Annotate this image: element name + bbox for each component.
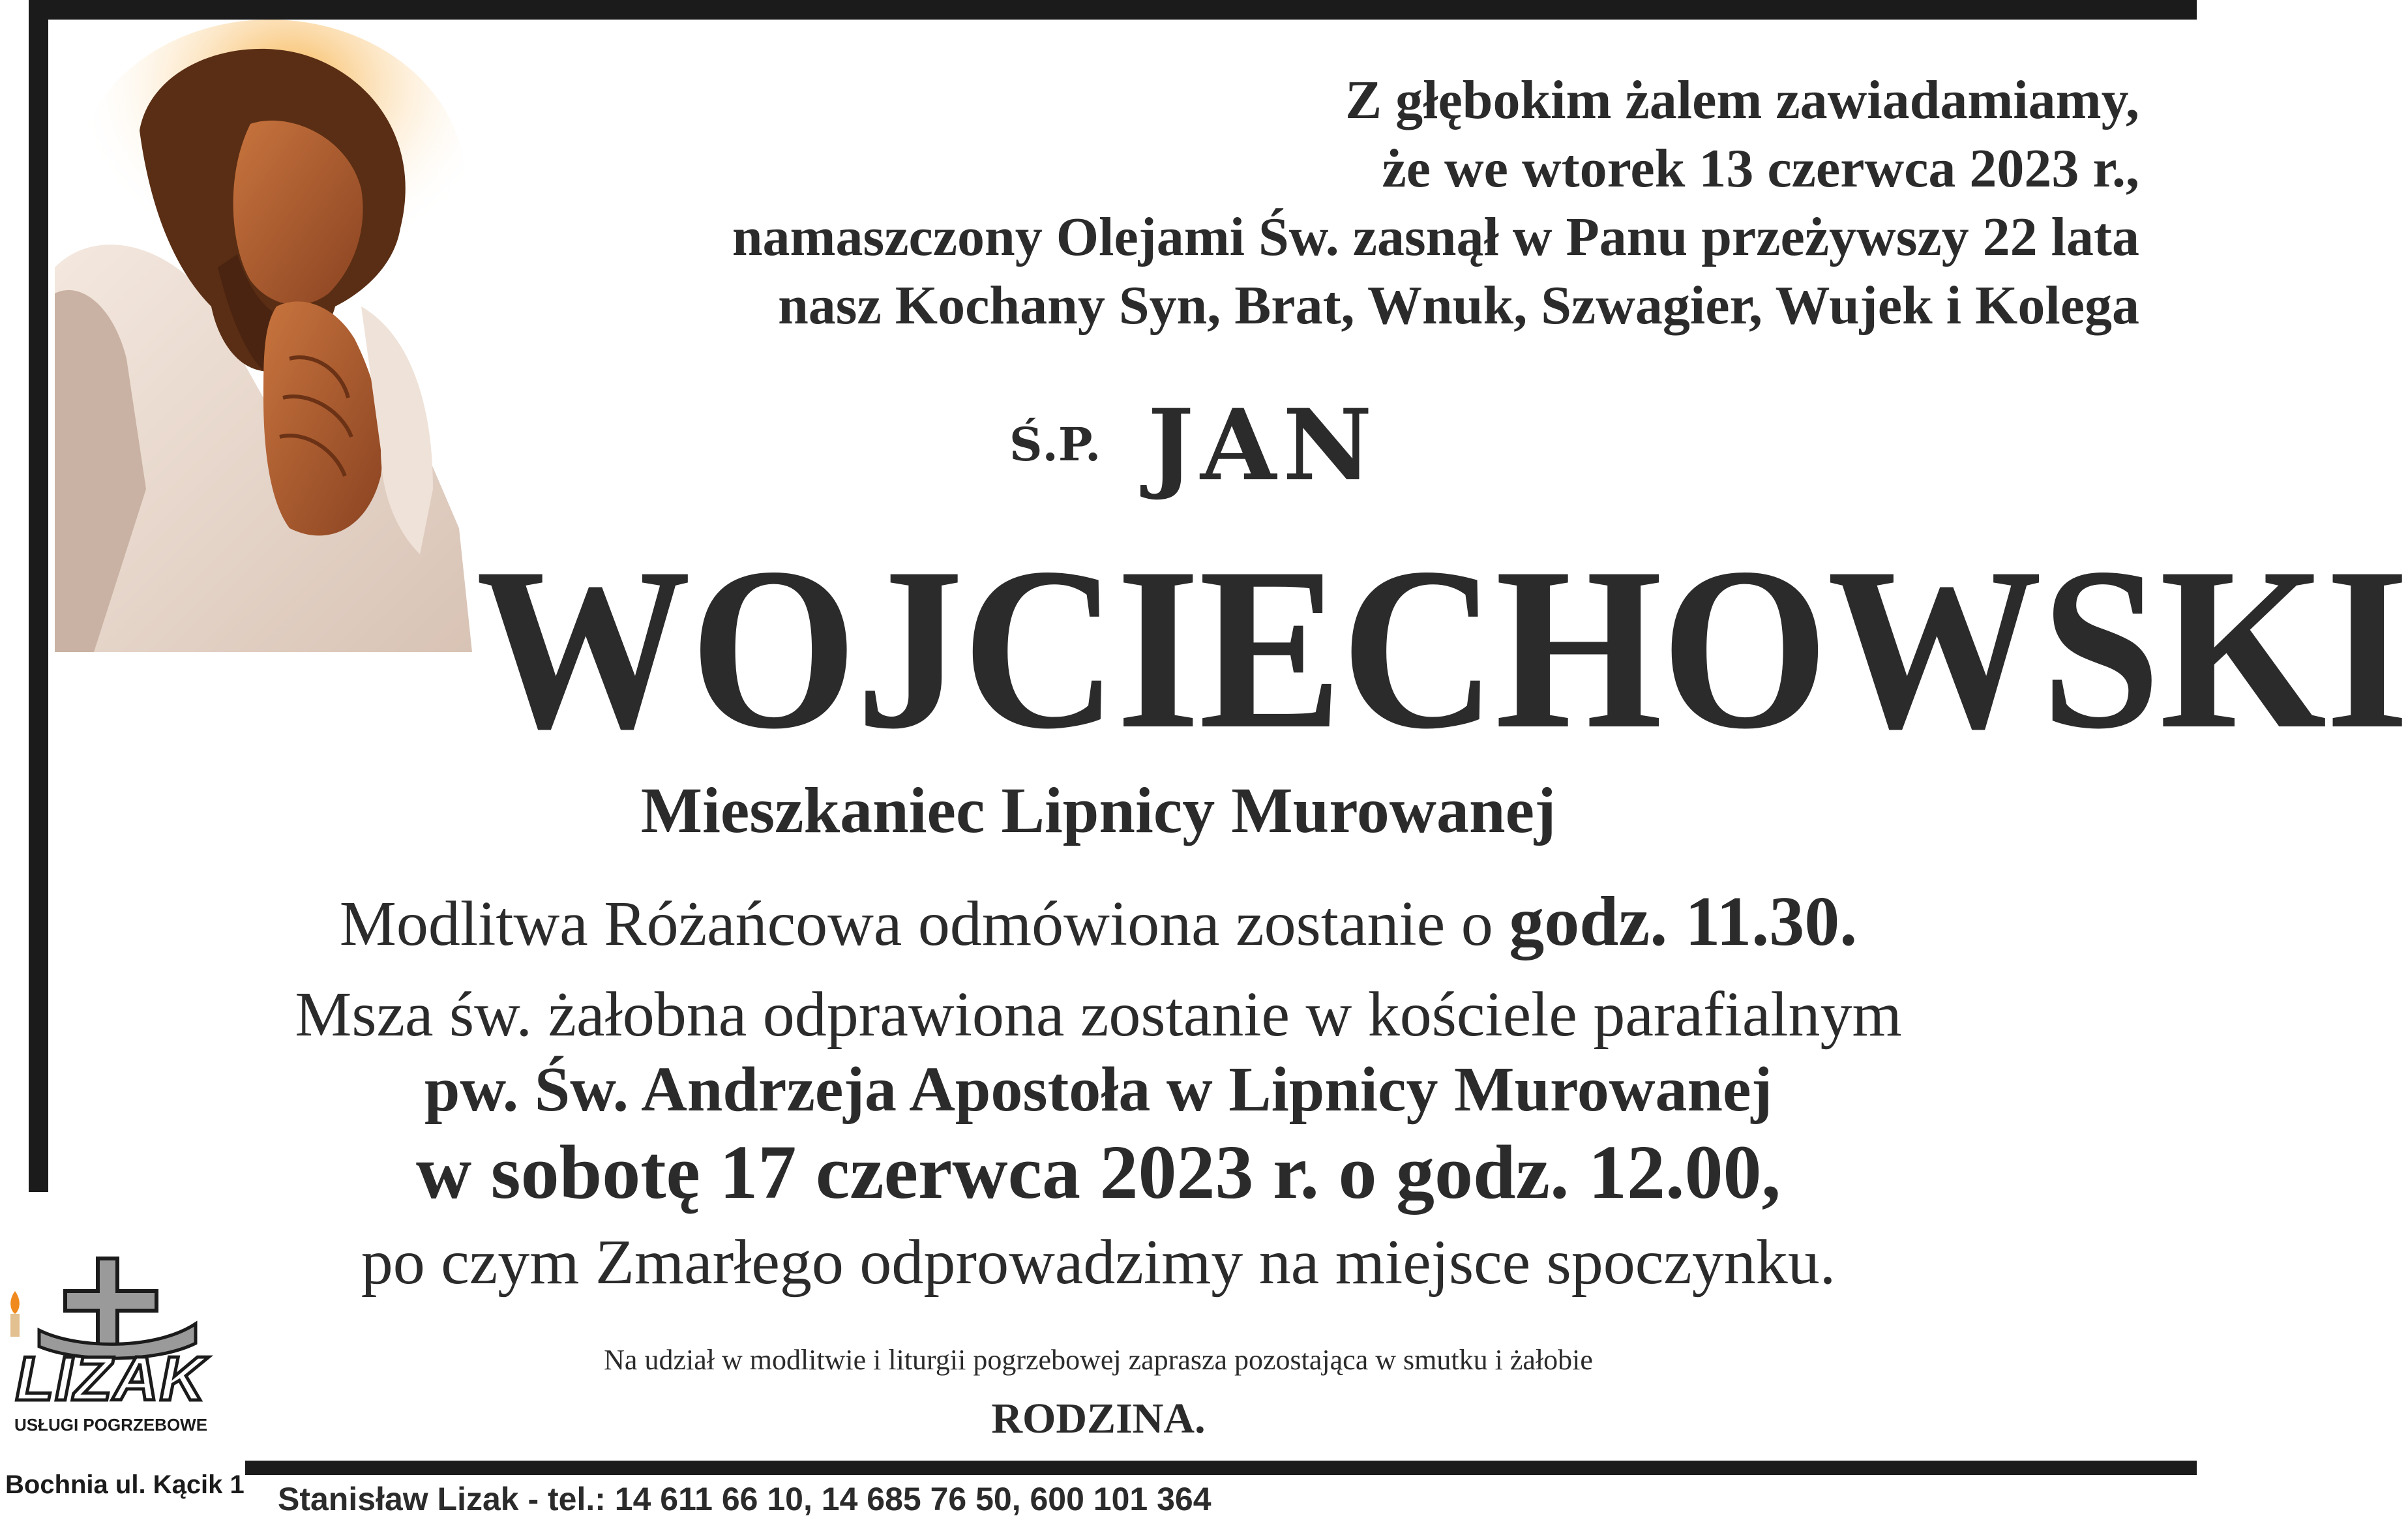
rosary-prayer-text: Modlitwa Różańcowa odmówiona zostanie o	[339, 889, 1509, 959]
logo-name: LIZAK	[15, 1344, 207, 1414]
first-name: JAN	[1148, 388, 1379, 503]
sp-prefix: Ś.P.	[1009, 417, 1101, 471]
intro-line: nasz Kochany Syn, Brat, Wnuk, Szwagier, Wujek i Kolega	[778, 275, 2139, 336]
mass-line: Msza św. żałobna odprawiona zostanie w kościele parafialnym	[295, 979, 1902, 1050]
surname: WOJCIECHOWSKI	[476, 520, 2408, 777]
invitation: Na udział w modlitwie i liturgii pogrzebowej zaprasza pozostająca w smutku i żałobie	[604, 1344, 1593, 1376]
church-line: pw. Św. Andrzeja Apostoła w Lipnicy Murowanej	[424, 1054, 1773, 1125]
logo-subtitle: USŁUGI POGRZEBOWE	[14, 1415, 208, 1435]
funeral-home-logo	[0, 1252, 222, 1448]
intro-line: że we wtorek 13 czerwca 2023 r.,	[1382, 138, 2139, 199]
intro-line: Z głębokim żalem zawiadamiamy,	[1345, 70, 2139, 130]
funeral-date: w sobotę 17 czerwca 2023 r. o godz. 12.00,	[415, 1129, 1781, 1215]
residence: Mieszkaniec Lipnicy Murowanej	[640, 774, 1556, 846]
praying-jesus-image	[55, 33, 472, 652]
intro-line: namaszczony Olejami Św. zasnął w Panu przeżywszy 22 lata	[732, 207, 2139, 267]
candle-icon	[5, 1291, 25, 1337]
bottom-border	[245, 1461, 2197, 1475]
burial-line: po czym Zmarłego odprowadzimy na miejsce spoczynku.	[361, 1227, 1836, 1298]
funeral-home-address: Bochnia ul. Kącik 1	[5, 1470, 245, 1499]
rosary-prayer-line	[0, 882, 2197, 962]
contact-line: Stanisław Lizak - tel.: 14 611 66 10, 14 685 76 50, 600 101 364	[278, 1481, 1211, 1517]
top-border	[29, 0, 2197, 20]
family-signature: RODZINA.	[991, 1395, 1206, 1442]
rosary-prayer-time: godz. 11.30.	[1509, 883, 1858, 960]
